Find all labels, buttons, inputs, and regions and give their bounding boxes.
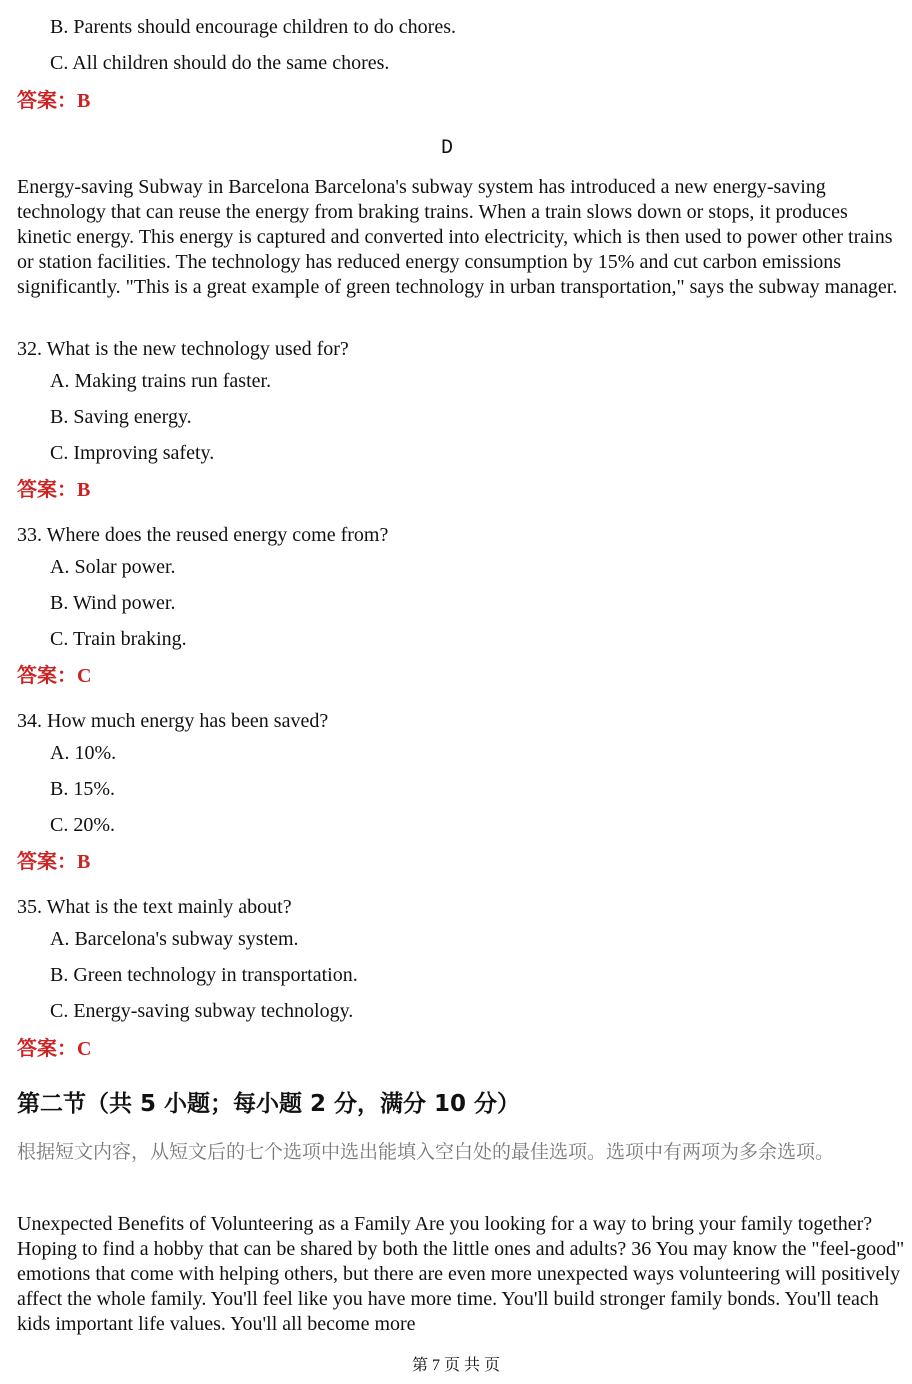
answer-value: B (77, 90, 91, 112)
answer-value: B (77, 851, 91, 873)
answer-label: 答案： (17, 663, 77, 687)
answer-label: 答案： (17, 849, 77, 873)
answer-label: 答案： (17, 1036, 77, 1060)
question-option: A. Barcelona's subway system. (50, 928, 299, 950)
section-instruction: 根据短文内容，从短文后的七个选项中选出能填入空白处的最佳选项。选项中有两项为多余选项。 (17, 1141, 835, 1163)
question-stem: 32. What is the new technology used for? (17, 338, 349, 360)
question-stem: 35. What is the text mainly about? (17, 896, 292, 918)
question-option: B. Saving energy. (50, 406, 192, 428)
answer-label: 答案： (17, 477, 77, 501)
question-option: A. Solar power. (50, 556, 176, 578)
question-answer (17, 662, 91, 689)
question-option: C. 20%. (50, 814, 115, 836)
answer-value: C (77, 1038, 92, 1060)
section2-passage: Unexpected Benefits of Volunteering as a Family Are you looking for a way to bring your family together? Hoping to find a hobby that can be shared by both the little ones and adults? 36 You may know the "feel-good" emotions that come with helping others, but there are even more unexpected ways volunteering will positively affect the whole family. You'll feel like you have more time. You'll build stronger family bonds. You'll teach kids important life values. You'll all become more (17, 1213, 905, 1335)
question-option: B. 15%. (50, 778, 115, 800)
answer-value: B (77, 479, 91, 501)
answer-label: 答案： (17, 88, 77, 112)
question-option: B. Wind power. (50, 592, 176, 614)
answer-value: C (77, 665, 92, 687)
prev-option-c: C. All children should do the same chores. (50, 52, 390, 74)
question-option: A. Making trains run faster. (50, 370, 272, 392)
page-footer: 第 7 页 共 页 (411, 1357, 500, 1374)
question-option: A. 10%. (50, 742, 117, 764)
question-option: C. Train braking. (50, 628, 187, 650)
question-stem: 34. How much energy has been saved? (17, 710, 329, 732)
section-heading: 第二节（共 5 小题；每小题 2 分，满分 10 分） (17, 1091, 521, 1117)
passage-d-text: Energy-saving Subway in Barcelona Barcelona's subway system has introduced a new energy-saving technology that can reuse the energy from braking trains. When a train slows down or stops, it produces kinetic energy. This energy is captured and converted into electricity, which is then used to power other trains or station facilities. The technology has reduced energy consumption by 15% and cut carbon emissions significantly. "This is a great example of green technology in urban transportation," says the subway manager. (17, 176, 898, 298)
passage-letter: D (440, 137, 453, 160)
question-stem: 33. Where does the reused energy come from? (17, 524, 389, 546)
question-option: C. Improving safety. (50, 442, 215, 464)
question-answer (17, 848, 90, 875)
question-option: C. Energy-saving subway technology. (50, 1000, 354, 1022)
prev-option-b: B. Parents should encourage children to do chores. (50, 16, 457, 38)
question-answer (17, 476, 90, 503)
question-answer (17, 1035, 91, 1062)
question-option: B. Green technology in transportation. (50, 964, 358, 986)
prev-answer (17, 87, 90, 114)
